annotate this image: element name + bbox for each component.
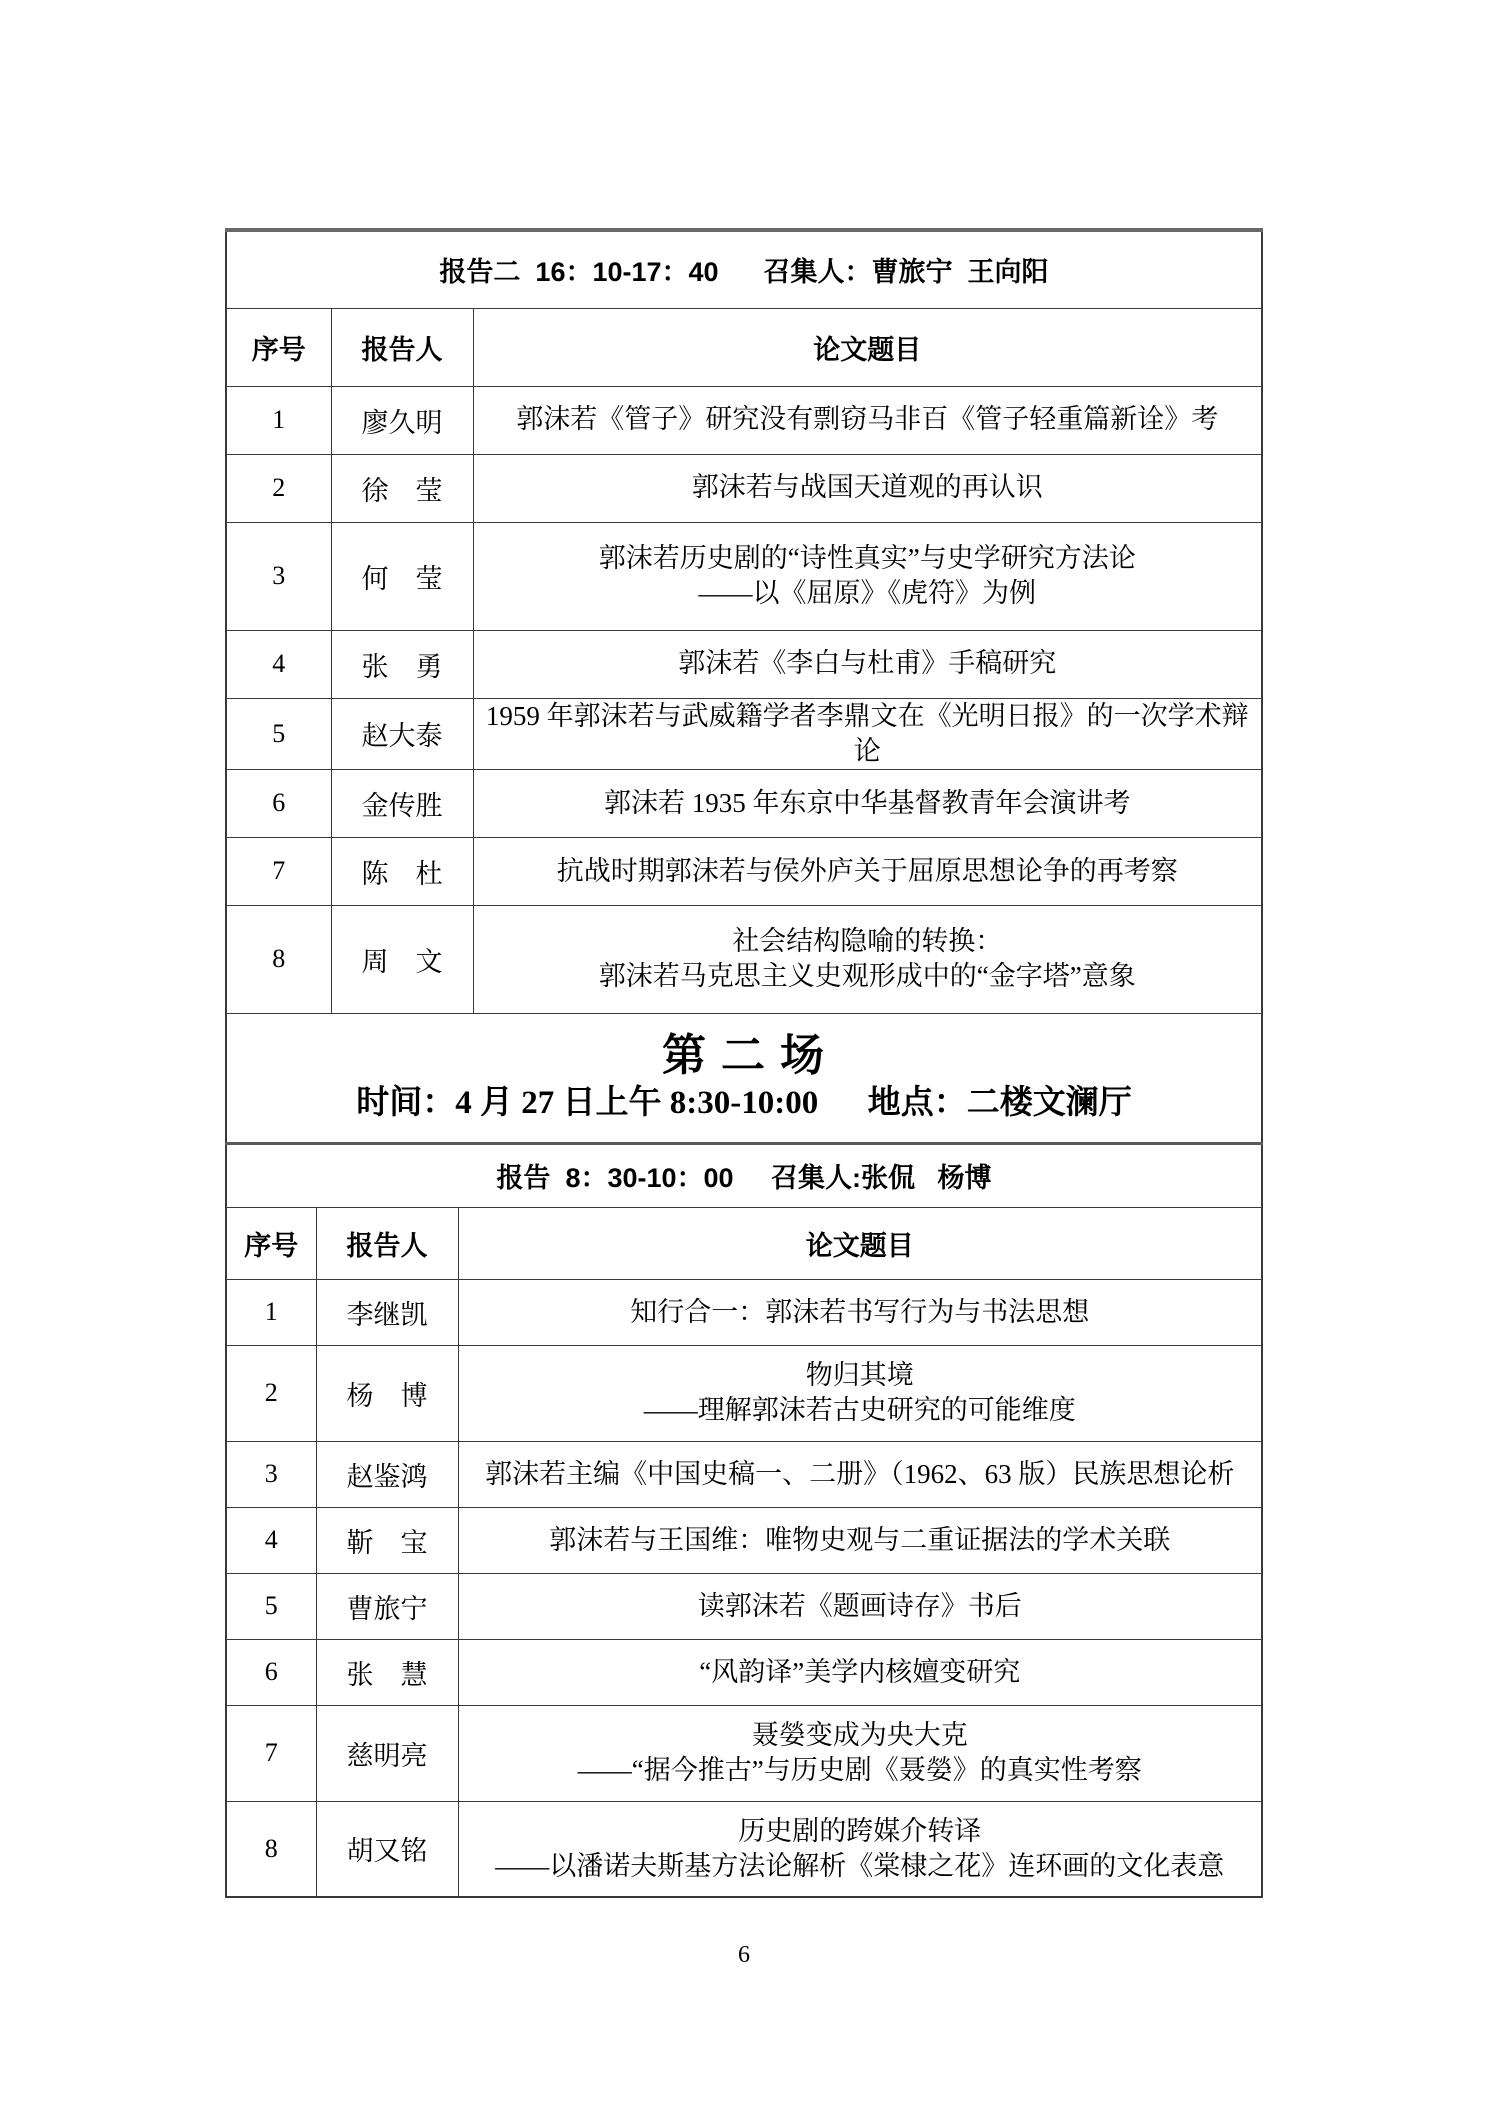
speaker-cell: 何 莹 xyxy=(331,522,473,630)
speaker-cell: 张 勇 xyxy=(331,630,473,698)
session-two-report-table xyxy=(225,1142,1263,1899)
paper-title-cell xyxy=(473,454,1262,522)
paper-title-line: 知行合一：郭沫若书写行为与书法思想 xyxy=(630,1296,1090,1327)
paper-title-line: 1959 年郭沫若与武威籍学者李鼎文在《光明日报》的一次学术辩论 xyxy=(485,700,1249,766)
column-header-no: 序号 xyxy=(226,1207,316,1279)
column-header-row xyxy=(226,308,1262,386)
column-header-no: 序号 xyxy=(226,308,331,386)
table-row xyxy=(226,1345,1262,1441)
row-number-cell: 5 xyxy=(226,1573,316,1639)
conference-program xyxy=(225,228,1263,1898)
paper-title-cell xyxy=(473,386,1262,454)
row-number-cell: 4 xyxy=(226,630,331,698)
session-two-divider xyxy=(225,1014,1263,1142)
column-header-speaker: 报告人 xyxy=(316,1207,458,1279)
session-header-row xyxy=(226,1143,1262,1207)
paper-title-line: 物归其境 xyxy=(805,1360,914,1391)
row-number-cell: 7 xyxy=(226,1705,316,1801)
speaker-cell: 杨 博 xyxy=(316,1345,458,1441)
paper-title-line: 郭沫若《管子》研究没有剽窃马非百《管子轻重篇新诠》考 xyxy=(516,404,1219,435)
table-row xyxy=(226,1441,1262,1507)
row-number-cell: 2 xyxy=(226,454,331,522)
paper-title-cell xyxy=(473,769,1262,837)
section-info: 时间：4 月 27 日上午 8:30-10:00 地点：二楼文澜厅 xyxy=(356,1085,1132,1122)
speaker-cell: 陈 杜 xyxy=(331,837,473,905)
row-number-cell: 6 xyxy=(226,1639,316,1705)
table-row xyxy=(226,1639,1262,1705)
paper-title-line: 历史剧的跨媒介转译 xyxy=(738,1815,982,1846)
table-row xyxy=(226,1705,1262,1801)
report-two-table xyxy=(225,228,1263,1014)
row-number-cell: 4 xyxy=(226,1507,316,1573)
table-row xyxy=(226,698,1262,769)
speaker-cell: 胡又铭 xyxy=(316,1801,458,1897)
section-title: 第 二 场 xyxy=(662,1030,826,1080)
paper-title-cell xyxy=(458,1279,1262,1345)
paper-title-line: ——以潘诺夫斯基方法论解析《棠棣之花》连环画的文化表意 xyxy=(495,1850,1225,1881)
paper-title-line: ——以《屈原》《虎符》为例 xyxy=(698,578,1036,608)
row-number-cell: 8 xyxy=(226,1801,316,1897)
paper-title-cell xyxy=(473,905,1262,1013)
speaker-cell: 廖久明 xyxy=(331,386,473,454)
speaker-cell: 赵大泰 xyxy=(331,698,473,769)
table-row xyxy=(226,630,1262,698)
speaker-cell: 赵鉴鸿 xyxy=(316,1441,458,1507)
paper-title-line: ——理解郭沫若古史研究的可能维度 xyxy=(643,1395,1076,1426)
speaker-cell: 曹旅宁 xyxy=(316,1573,458,1639)
table-row xyxy=(226,1507,1262,1573)
paper-title-line: “风韵译”美学内核嬗变研究 xyxy=(699,1656,1021,1687)
paper-title-cell xyxy=(458,1705,1262,1801)
session-header-row xyxy=(226,230,1262,308)
paper-title-cell xyxy=(473,837,1262,905)
paper-title-line: 郭沫若马克思主义史观形成中的“金字塔”意象 xyxy=(598,961,1136,992)
paper-title-cell xyxy=(458,1573,1262,1639)
speaker-cell: 慈明亮 xyxy=(316,1705,458,1801)
paper-title-line: 读郭沫若《题画诗存》书后 xyxy=(697,1590,1022,1621)
row-number-cell: 3 xyxy=(226,522,331,630)
table-row xyxy=(226,905,1262,1013)
session-header: 报告 8：30-10：00 召集人:张侃 杨博 xyxy=(226,1143,1262,1207)
row-number-cell: 7 xyxy=(226,837,331,905)
paper-title-line: 郭沫若与战国天道观的再认识 xyxy=(691,472,1043,503)
session-header: 报告二 16：10-17：40 召集人：曹旅宁 王向阳 xyxy=(226,230,1262,308)
paper-title-line: 社会结构隐喻的转换： xyxy=(732,926,1003,957)
speaker-cell: 徐 莹 xyxy=(331,454,473,522)
table-row xyxy=(226,522,1262,630)
paper-title-cell xyxy=(458,1345,1262,1441)
column-header-title: 论文题目 xyxy=(458,1207,1262,1279)
paper-title-line: 郭沫若 1935 年东京中华基督教青年会演讲考 xyxy=(604,787,1131,818)
table-row xyxy=(226,769,1262,837)
paper-title-cell xyxy=(458,1441,1262,1507)
row-number-cell: 1 xyxy=(226,1279,316,1345)
table-row xyxy=(226,1279,1262,1345)
paper-title-cell xyxy=(473,630,1262,698)
table-row xyxy=(226,1573,1262,1639)
paper-title-cell xyxy=(473,698,1262,769)
speaker-cell: 靳 宝 xyxy=(316,1507,458,1573)
paper-title-cell xyxy=(458,1507,1262,1573)
paper-title-cell xyxy=(458,1639,1262,1705)
row-number-cell: 5 xyxy=(226,698,331,769)
paper-title-line: ——“据今推古”与历史剧《聂嫈》的真实性考察 xyxy=(577,1755,1142,1786)
table-row xyxy=(226,386,1262,454)
row-number-cell: 8 xyxy=(226,905,331,1013)
speaker-cell: 金传胜 xyxy=(331,769,473,837)
paper-title-line: 郭沫若《李白与杜甫》手稿研究 xyxy=(678,648,1057,679)
paper-title-line: 郭沫若历史剧的“诗性真实”与史学研究方法论 xyxy=(598,542,1136,573)
speaker-cell: 张 慧 xyxy=(316,1639,458,1705)
speaker-cell: 周 文 xyxy=(331,905,473,1013)
speaker-cell: 李继凯 xyxy=(316,1279,458,1345)
row-number-cell: 2 xyxy=(226,1345,316,1441)
page-number: 6 xyxy=(738,1942,750,1968)
paper-title-line: 郭沫若主编《中国史稿一、二册》（1962、63 版）民族思想论析 xyxy=(485,1458,1235,1489)
row-number-cell: 3 xyxy=(226,1441,316,1507)
paper-title-cell xyxy=(458,1801,1262,1897)
row-number-cell: 1 xyxy=(226,386,331,454)
column-header-speaker: 报告人 xyxy=(331,308,473,386)
table-row xyxy=(226,454,1262,522)
paper-title-line: 聂嫈变成为央大克 xyxy=(751,1720,968,1751)
paper-title-line: 抗战时期郭沫若与侯外庐关于屈原思想论争的再考察 xyxy=(556,855,1178,886)
column-header-row xyxy=(226,1207,1262,1279)
paper-title-line: 郭沫若与王国维：唯物史观与二重证据法的学术关联 xyxy=(549,1524,1171,1555)
row-number-cell: 6 xyxy=(226,769,331,837)
table-row xyxy=(226,1801,1262,1897)
table-row xyxy=(226,837,1262,905)
column-header-title: 论文题目 xyxy=(473,308,1262,386)
paper-title-cell xyxy=(473,522,1262,630)
